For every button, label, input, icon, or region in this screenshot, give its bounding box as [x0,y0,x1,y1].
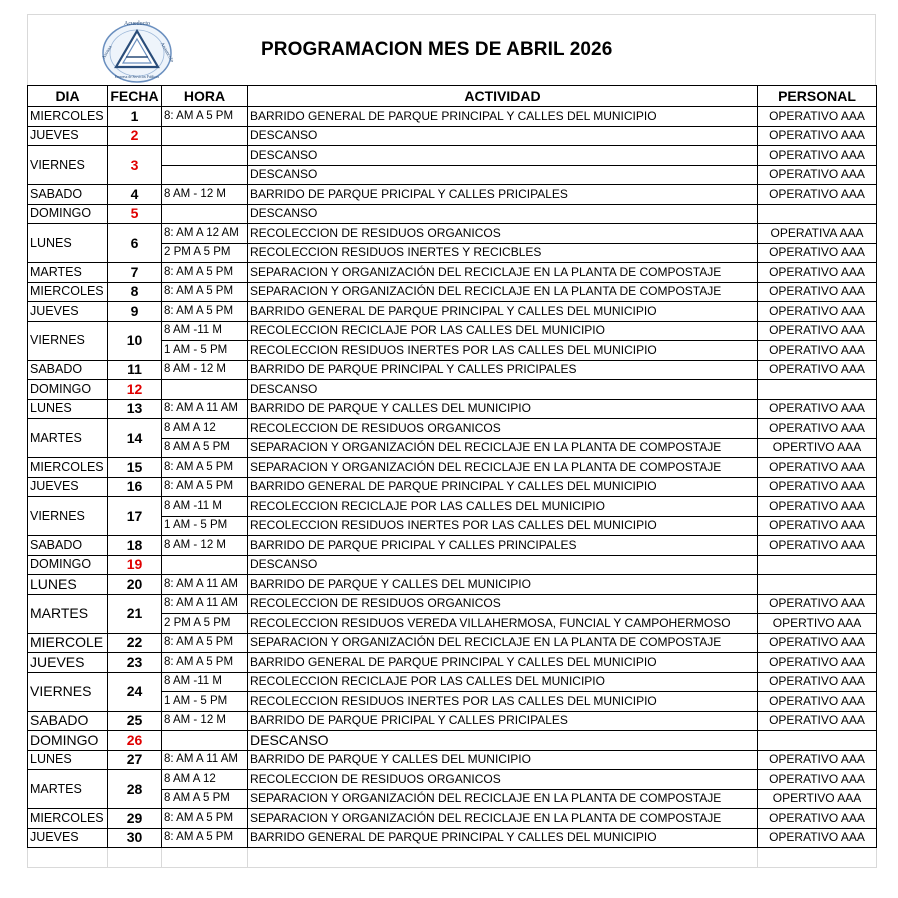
staff-cell [758,380,877,400]
activity-cell: DESCANSO [248,146,758,166]
day-name-cell: JUEVES [28,828,108,848]
activity-cell: RECOLECCION RESIDUOS INERTES Y RECICBLES [248,243,758,263]
activity-cell: BARRIDO DE PARQUE PRICIPAL Y CALLES PRICIPALES [248,185,758,205]
staff-cell: OPERATIVO AAA [758,516,877,536]
date-cell: 19 [108,555,162,575]
activity-cell: RECOLECCION RECICLAJE POR LAS CALLES DEL MUNICIPIO [248,672,758,692]
staff-cell: OPERATIVO AAA [758,477,877,497]
time-cell: 8 AM A 12 [162,419,248,439]
staff-cell: OPERATIVO AAA [758,770,877,790]
date-cell: 12 [108,380,162,400]
activity-cell: BARRIDO DE PARQUE Y CALLES DEL MUNICIPIO [248,575,758,595]
date-cell: 14 [108,419,162,458]
staff-cell: OPERTIVO AAA [758,614,877,634]
date-cell: 28 [108,770,162,809]
schedule-sheet [27,14,876,869]
time-cell: 8: AM A 11 AM [162,750,248,770]
schedule-body [28,107,877,868]
staff-cell: OPERATIVO AAA [758,399,877,419]
activity-cell: BARRIDO GENERAL DE PARQUE PRINCIPAL Y CALLES DEL MUNICIPIO [248,477,758,497]
day-name-cell: MIERCOLES [28,809,108,829]
day-name-cell: MIERCOLES [28,282,108,302]
time-cell [162,146,248,166]
table-row [28,185,877,205]
staff-cell: OPERATIVO AAA [758,126,877,146]
activity-cell: SEPARACION Y ORGANIZACIÓN DEL RECICLAJE EN LA PLANTA DE COMPOSTAJE [248,263,758,283]
table-row [28,458,877,478]
time-cell [162,204,248,224]
table-row [28,399,877,419]
date-cell: 4 [108,185,162,205]
staff-cell: OPERATIVO AAA [758,536,877,556]
staff-cell: OPERATIVO AAA [758,243,877,263]
table-row [28,146,877,166]
table-row [28,594,877,614]
time-cell: 8: AM A 11 AM [162,575,248,595]
table-row [28,263,877,283]
time-cell: 8 AM - 12 M [162,711,248,731]
time-cell [162,555,248,575]
staff-cell: OPERATIVO AAA [758,711,877,731]
date-cell: 24 [108,672,162,711]
date-cell: 21 [108,594,162,633]
staff-cell: OPERATIVO AAA [758,653,877,673]
table-row [28,204,877,224]
time-cell: 8: AM A 5 PM [162,282,248,302]
staff-cell: OPERATIVO AAA [758,672,877,692]
activity-cell: BARRIDO DE PARQUE PRICIPAL Y CALLES PRINCIPALES [248,536,758,556]
staff-cell: OPERATIVO AAA [758,497,877,517]
date-cell: 1 [108,107,162,127]
table-row [28,750,877,770]
time-cell [162,380,248,400]
activity-cell: BARRIDO DE PARQUE PRINCIPAL Y CALLES PRICIPALES [248,360,758,380]
date-cell: 15 [108,458,162,478]
time-cell: 2 PM A 5 PM [162,614,248,634]
activity-cell: BARRIDO GENERAL DE PARQUE PRINCIPAL Y CALLES DEL MUNICIPIO [248,828,758,848]
date-cell: 5 [108,204,162,224]
date-cell: 20 [108,575,162,595]
date-cell: 17 [108,497,162,536]
header-hora: HORA [162,86,248,107]
activity-cell: RECOLECCION DE RESIDUOS ORGANICOS [248,224,758,244]
date-cell: 13 [108,399,162,419]
time-cell: 8: AM A 5 PM [162,458,248,478]
table-row [28,224,877,244]
day-name-cell: SABADO [28,185,108,205]
table-row [28,126,877,146]
table-row [28,731,877,751]
table-row [28,672,877,692]
staff-cell: OPERTIVO AAA [758,438,877,458]
time-cell: 8 AM -11 M [162,672,248,692]
time-cell: 8: AM A 11 AM [162,399,248,419]
activity-cell: SEPARACION Y ORGANIZACIÓN DEL RECICLAJE EN LA PLANTA DE COMPOSTAJE [248,458,758,478]
activity-cell: SEPARACION Y ORGANIZACIÓN DEL RECICLAJE EN LA PLANTA DE COMPOSTAJE [248,809,758,829]
table-row [28,770,877,790]
activity-cell: DESCANSO [248,555,758,575]
logo-side-right: Anauncolo [158,41,175,64]
table-row [28,477,877,497]
day-name-cell: MARTES [28,419,108,458]
date-cell: 2 [108,126,162,146]
day-name-cell: DOMINGO [28,204,108,224]
table-row [28,419,877,439]
time-cell: 8 AM - 12 M [162,185,248,205]
triangle-emblem-logo [88,17,186,83]
date-cell: 30 [108,828,162,848]
activity-cell: BARRIDO GENERAL DE PARQUE PRINCIPAL Y CALLES DEL MUNICIPIO [248,302,758,322]
table-row [28,828,877,848]
sheet-header [27,14,876,85]
time-cell: 8: AM A 11 AM [162,594,248,614]
table-row [28,653,877,673]
time-cell: 8 AM - 12 M [162,536,248,556]
day-name-cell: SABADO [28,536,108,556]
table-row [28,321,877,341]
time-cell: 8 AM A 5 PM [162,438,248,458]
activity-cell: RECOLECCION RECICLAJE POR LAS CALLES DEL MUNICIPIO [248,321,758,341]
day-name-cell: MARTES [28,263,108,283]
time-cell: 1 AM - 5 PM [162,516,248,536]
staff-cell: OPERATIVA AAA [758,224,877,244]
header-actividad: ACTIVIDAD [248,86,758,107]
day-name-cell: MIERCOLE [28,633,108,653]
staff-cell: OPERTIVO AAA [758,789,877,809]
table-header-row [28,86,877,107]
table-row [28,302,877,322]
activity-cell: RECOLECCION RECICLAJE POR LAS CALLES DEL MUNICIPIO [248,497,758,517]
day-name-cell: LUNES [28,399,108,419]
table-row [28,107,877,127]
staff-cell: OPERATIVO AAA [758,282,877,302]
staff-cell: OPERATIVO AAA [758,750,877,770]
time-cell: 8: AM A 5 PM [162,302,248,322]
time-cell [162,731,248,751]
day-name-cell: JUEVES [28,302,108,322]
header-fecha: FECHA [108,86,162,107]
activity-cell: SEPARACION Y ORGANIZACIÓN DEL RECICLAJE EN LA PLANTA DE COMPOSTAJE [248,633,758,653]
date-cell: 25 [108,711,162,731]
day-name-cell: JUEVES [28,653,108,673]
staff-cell [758,575,877,595]
time-cell: 8: AM A 5 PM [162,107,248,127]
activity-cell: SEPARACION Y ORGANIZACIÓN DEL RECICLAJE EN LA PLANTA DE COMPOSTAJE [248,789,758,809]
staff-cell: OPERATIVO AAA [758,692,877,712]
date-cell: 10 [108,321,162,360]
page-title: PROGRAMACION MES DE ABRIL 2026 [261,39,613,60]
time-cell: 8 AM A 12 [162,770,248,790]
empty-cell [162,848,248,868]
table-row [28,360,877,380]
date-cell: 18 [108,536,162,556]
time-cell: 8 AM -11 M [162,321,248,341]
day-name-cell: LUNES [28,575,108,595]
empty-cell [28,848,108,868]
table-row [28,497,877,517]
staff-cell: OPERATIVO AAA [758,263,877,283]
date-cell: 27 [108,750,162,770]
activity-cell: BARRIDO GENERAL DE PARQUE PRINCIPAL Y CALLES DEL MUNICIPIO [248,107,758,127]
day-name-cell: DOMINGO [28,555,108,575]
day-name-cell: MIERCOLES [28,458,108,478]
time-cell: 1 AM - 5 PM [162,341,248,361]
time-cell: 1 AM - 5 PM [162,692,248,712]
day-name-cell: VIERNES [28,497,108,536]
staff-cell: OPERATIVO AAA [758,302,877,322]
empty-cell [108,848,162,868]
table-row [28,536,877,556]
date-cell: 22 [108,633,162,653]
time-cell [162,126,248,146]
header-personal: PERSONAL [758,86,877,107]
logo-top-text: Acueducto [124,21,150,27]
table-row [28,555,877,575]
time-cell: 8: AM A 5 PM [162,828,248,848]
day-name-cell: SABADO [28,360,108,380]
activity-cell: DESCANSO [248,126,758,146]
activity-cell: RECOLECCION DE RESIDUOS ORGANICOS [248,594,758,614]
staff-cell: OPERATIVO AAA [758,419,877,439]
day-name-cell: DOMINGO [28,380,108,400]
day-name-cell: SABADO [28,711,108,731]
date-cell: 6 [108,224,162,263]
staff-cell: OPERATIVO AAA [758,107,877,127]
staff-cell: OPERATIVO AAA [758,828,877,848]
activity-cell: SEPARACION Y ORGANIZACIÓN DEL RECICLAJE EN LA PLANTA DE COMPOSTAJE [248,282,758,302]
time-cell: 8 AM A 5 PM [162,789,248,809]
staff-cell: OPERATIVO AAA [758,594,877,614]
table-row [28,282,877,302]
time-cell: 8: AM A 5 PM [162,263,248,283]
activity-cell: RECOLECCION RESIDUOS INERTES POR LAS CALLES DEL MUNICIPIO [248,516,758,536]
time-cell: 8: AM A 5 PM [162,477,248,497]
activity-cell: RECOLECCION DE RESIDUOS ORGANICOS [248,770,758,790]
staff-cell: OPERATIVO AAA [758,165,877,185]
staff-cell: OPERATIVO AAA [758,185,877,205]
logo-side-left: Asoaaa [101,45,114,61]
table-row [28,575,877,595]
day-name-cell: JUEVES [28,126,108,146]
activity-cell: DESCANSO [248,731,758,751]
date-cell: 3 [108,146,162,185]
date-cell: 23 [108,653,162,673]
date-cell: 16 [108,477,162,497]
empty-row [28,848,877,868]
staff-cell: OPERATIVO AAA [758,458,877,478]
date-cell: 11 [108,360,162,380]
activity-cell: RECOLECCION RESIDUOS INERTES POR LAS CALLES DEL MUNICIPIO [248,692,758,712]
day-name-cell: LUNES [28,224,108,263]
day-name-cell: VIERNES [28,321,108,360]
activity-cell: BARRIDO DE PARQUE Y CALLES DEL MUNICIPIO [248,399,758,419]
empty-cell [248,848,758,868]
activity-cell: BARRIDO DE PARQUE PRICIPAL Y CALLES PRICIPALES [248,711,758,731]
table-row [28,809,877,829]
day-name-cell: MARTES [28,594,108,633]
activity-cell: SEPARACION Y ORGANIZACIÓN DEL RECICLAJE EN LA PLANTA DE COMPOSTAJE [248,438,758,458]
header-dia: DIA [28,86,108,107]
staff-cell: OPERATIVO AAA [758,146,877,166]
time-cell: 8 AM -11 M [162,497,248,517]
time-cell: 8 AM - 12 M [162,360,248,380]
staff-cell: OPERATIVO AAA [758,633,877,653]
date-cell: 26 [108,731,162,751]
time-cell: 8: AM A 5 PM [162,809,248,829]
activity-cell: DESCANSO [248,204,758,224]
table-row [28,711,877,731]
table-row [28,633,877,653]
logo-bottom-text: Empresa de Servicios Publicos [114,75,160,79]
activity-cell: DESCANSO [248,380,758,400]
schedule-table [27,85,877,868]
time-cell: 8: AM A 12 AM [162,224,248,244]
day-name-cell: MIERCOLES [28,107,108,127]
activity-cell: RECOLECCION DE RESIDUOS ORGANICOS [248,419,758,439]
day-name-cell: LUNES [28,750,108,770]
time-cell [162,165,248,185]
staff-cell: OPERATIVO AAA [758,360,877,380]
date-cell: 9 [108,302,162,322]
staff-cell [758,731,877,751]
staff-cell [758,555,877,575]
day-name-cell: VIERNES [28,672,108,711]
day-name-cell: DOMINGO [28,731,108,751]
date-cell: 29 [108,809,162,829]
day-name-cell: JUEVES [28,477,108,497]
staff-cell [758,204,877,224]
time-cell: 8: AM A 5 PM [162,633,248,653]
empty-cell [758,848,877,868]
table-row [28,380,877,400]
time-cell: 2 PM A 5 PM [162,243,248,263]
activity-cell: RECOLECCION RESIDUOS VEREDA VILLAHERMOSA, FUNCIAL Y CAMPOHERMOSO [248,614,758,634]
activity-cell: BARRIDO DE PARQUE Y CALLES DEL MUNICIPIO [248,750,758,770]
activity-cell: DESCANSO [248,165,758,185]
staff-cell: OPERATIVO AAA [758,321,877,341]
staff-cell: OPERATIVO AAA [758,809,877,829]
time-cell: 8: AM A 5 PM [162,653,248,673]
activity-cell: BARRIDO GENERAL DE PARQUE PRINCIPAL Y CALLES DEL MUNICIPIO [248,653,758,673]
staff-cell: OPERATIVO AAA [758,341,877,361]
day-name-cell: VIERNES [28,146,108,185]
date-cell: 7 [108,263,162,283]
activity-cell: RECOLECCION RESIDUOS INERTES POR LAS CALLES DEL MUNICIPIO [248,341,758,361]
day-name-cell: MARTES [28,770,108,809]
date-cell: 8 [108,282,162,302]
